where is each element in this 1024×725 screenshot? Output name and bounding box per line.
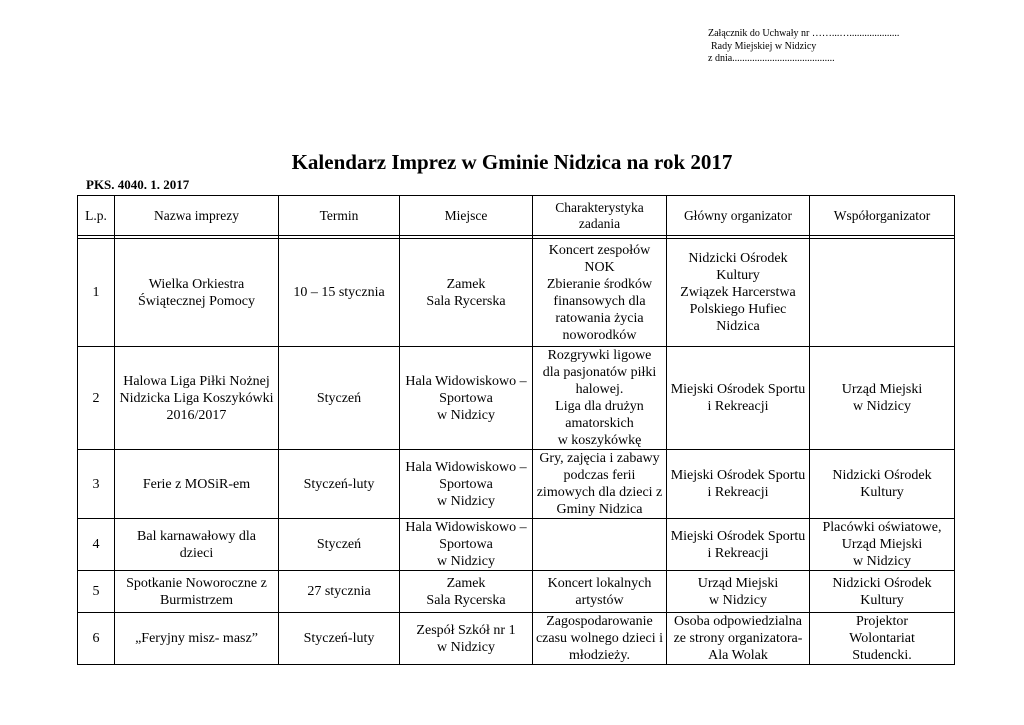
cell-organizer: Urząd Miejski w Nidzicy — [667, 571, 810, 613]
column-header: Charakterystyka zadania — [533, 196, 667, 236]
cell-term: Styczeń-luty — [279, 450, 400, 519]
cell-term: Styczeń — [279, 347, 400, 450]
column-header: Nazwa imprezy — [115, 196, 279, 236]
cell-place: Zamek Sala Rycerska — [400, 571, 533, 613]
cell-coorganizer: Placówki oświatowe, Urząd Miejski w Nidzicy — [810, 519, 955, 571]
cell-lp: 3 — [78, 450, 115, 519]
column-header: Współorganizator — [810, 196, 955, 236]
cell-description: Koncert zespołów NOK Zbieranie środków finansowych dla ratowania życia noworodków — [533, 239, 667, 347]
attachment-note-line: Rady Miejskiej w Nidzicy — [711, 40, 817, 52]
cell-description — [533, 519, 667, 571]
document-title: Kalendarz Imprez w Gminie Nidzica na rok 2017 — [291, 150, 733, 174]
cell-name: Wielka Orkiestra Świątecznej Pomocy — [115, 239, 279, 347]
cell-description: Zagospodarowanie czasu wolnego dzieci i młodzieży. — [533, 613, 667, 665]
cell-lp: 2 — [78, 347, 115, 450]
reference-number: PKS. 4040. 1. 2017 — [86, 177, 190, 192]
cell-coorganizer: Urząd Miejski w Nidzicy — [810, 347, 955, 450]
table-row — [78, 519, 955, 571]
cell-place: Hala Widowiskowo – Sportowa w Nidzicy — [400, 450, 533, 519]
cell-lp: 5 — [78, 571, 115, 613]
column-header: Miejsce — [400, 196, 533, 236]
cell-name: Spotkanie Noworoczne z Burmistrzem — [115, 571, 279, 613]
cell-organizer: Miejski Ośrodek Sportu i Rekreacji — [667, 519, 810, 571]
table-row — [78, 571, 955, 613]
column-header: Termin — [279, 196, 400, 236]
cell-organizer: Miejski Ośrodek Sportu i Rekreacji — [667, 347, 810, 450]
cell-description: Rozgrywki ligowe dla pasjonatów piłki halowej. Liga dla drużyn amatorskich w koszykówkę — [533, 347, 667, 450]
table-row — [78, 450, 955, 519]
attachment-note — [708, 28, 899, 66]
cell-place: Hala Widowiskowo – Sportowa w Nidzicy — [400, 519, 533, 571]
cell-description: Gry, zajęcia i zabawy podczas ferii zimowych dla dzieci z Gminy Nidzica — [533, 450, 667, 519]
cell-term: Styczeń — [279, 519, 400, 571]
cell-organizer: Osoba odpowiedzialna ze strony organizatora- Ala Wolak — [667, 613, 810, 665]
cell-lp: 1 — [78, 239, 115, 347]
table-row — [78, 347, 955, 450]
cell-organizer: Miejski Ośrodek Sportu i Rekreacji — [667, 450, 810, 519]
cell-term: 27 stycznia — [279, 571, 400, 613]
cell-description: Koncert lokalnych artystów — [533, 571, 667, 613]
cell-name: Halowa Liga Piłki Nożnej Nidzicka Liga Koszykówki 2016/2017 — [115, 347, 279, 450]
attachment-note-line: Załącznik do Uchwały nr ……...….................... — [708, 28, 900, 39]
table-row — [78, 239, 955, 347]
cell-name: Bal karnawałowy dla dzieci — [115, 519, 279, 571]
events-table — [77, 195, 955, 665]
cell-name: Ferie z MOSiR-em — [115, 450, 279, 519]
table-header-row — [78, 196, 955, 236]
attachment-note-line: z dnia......................................... — [708, 53, 835, 64]
cell-name: „Feryjny misz- masz” — [115, 613, 279, 665]
cell-place: Hala Widowiskowo – Sportowa w Nidzicy — [400, 347, 533, 450]
cell-lp: 6 — [78, 613, 115, 665]
column-header: Główny organizator — [667, 196, 810, 236]
cell-coorganizer — [810, 239, 955, 347]
column-header: L.p. — [78, 196, 115, 236]
cell-place: Zespół Szkół nr 1 w Nidzicy — [400, 613, 533, 665]
cell-coorganizer: Nidzicki Ośrodek Kultury — [810, 571, 955, 613]
table-row — [78, 613, 955, 665]
cell-coorganizer: Projektor Wolontariat Studencki. — [810, 613, 955, 665]
cell-place: Zamek Sala Rycerska — [400, 239, 533, 347]
cell-term: 10 – 15 stycznia — [279, 239, 400, 347]
cell-lp: 4 — [78, 519, 115, 571]
cell-coorganizer: Nidzicki Ośrodek Kultury — [810, 450, 955, 519]
cell-term: Styczeń-luty — [279, 613, 400, 665]
cell-organizer: Nidzicki Ośrodek Kultury Związek Harcerstwa Polskiego Hufiec Nidzica — [667, 239, 810, 347]
